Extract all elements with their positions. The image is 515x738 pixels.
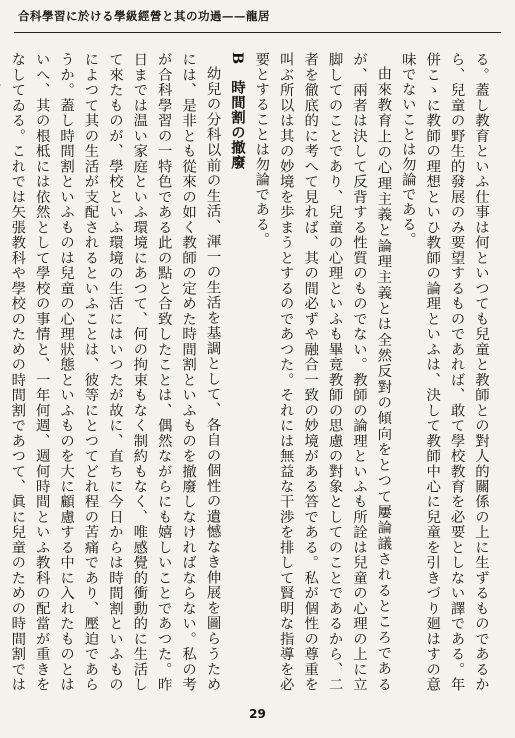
header-rule — [14, 32, 501, 33]
paragraph: る。蓋し教育といふ仕事は何といつても兒童と教師との對人的關係の上に生ずるものであるから、兒童の野生的發展のみ要望するものであれば、敢て學校教育を必要としない譯である。年併こゝに教師の理想といひ教師の論理といふは、決して教師中心に兒童を引きづり廻はすの意味でないことは勿論である。 — [399, 52, 489, 692]
vertical-body-text — [9, 52, 493, 692]
running-header: 合科學習に於ける學級經營と其の功過——龍居 — [18, 9, 270, 23]
page-number: 29 — [249, 707, 266, 721]
section-heading: B 時間割の撤廢 — [228, 52, 246, 170]
section-paragraph: 幼兒の分科以前の生活、渾一の生活を基調として、各自の個性の遺憾なき伸展を圖らうためには、是非とも從來の如く教師の定めた時間割といふものを撤廢しなければならない。私の考が合科學習の一特色である此の點と合致したことは、偶然ながらにも嬉しいことであつた。昨日までは温い家庭といふ環境にあつて、何の拘束もなく制約もなく、唯感覺的衝動的に生活して來たものが、學校といふ環境の生活にはいつたが故に、直ちに今日からは時間割といふものによつて其の生活が支配されるといふことは、彼等にとつてどれ程の苦痛であり、壓迫であらうか。蓋し時間割といふものは兒童の心理狀態といふものを大に顧慮する中に入れたものとはいへ、其の根柢には依然として學校の事情と、一年何週、週何時間といふ教科の配當が重きをなしてゐる。これでは矢張教科や學校のための時間割であつて、眞に兒童のための時間割では — [9, 52, 221, 692]
paragraph: 由來教育上の心理主義と論理主義とは全然反對の傾向をとつて屢論議されるところであるが、兩者は決して反背する性質のものでない。教師の論理といふも所詮は兒童の心理の上に立脚してのことであり、兒童の心理といふも畢竟教師の思慮の對象としてのことであるから、二者を徹底的に考へて見れば、其の間必ずや融合一致の妙境がある答である。私が個性の尊重を叫ぶ所以は其の妙境を歩まうとするのであつた。それには無益な干渉を排して賢明な指導を必要とすることは勿論である。 — [253, 52, 392, 692]
